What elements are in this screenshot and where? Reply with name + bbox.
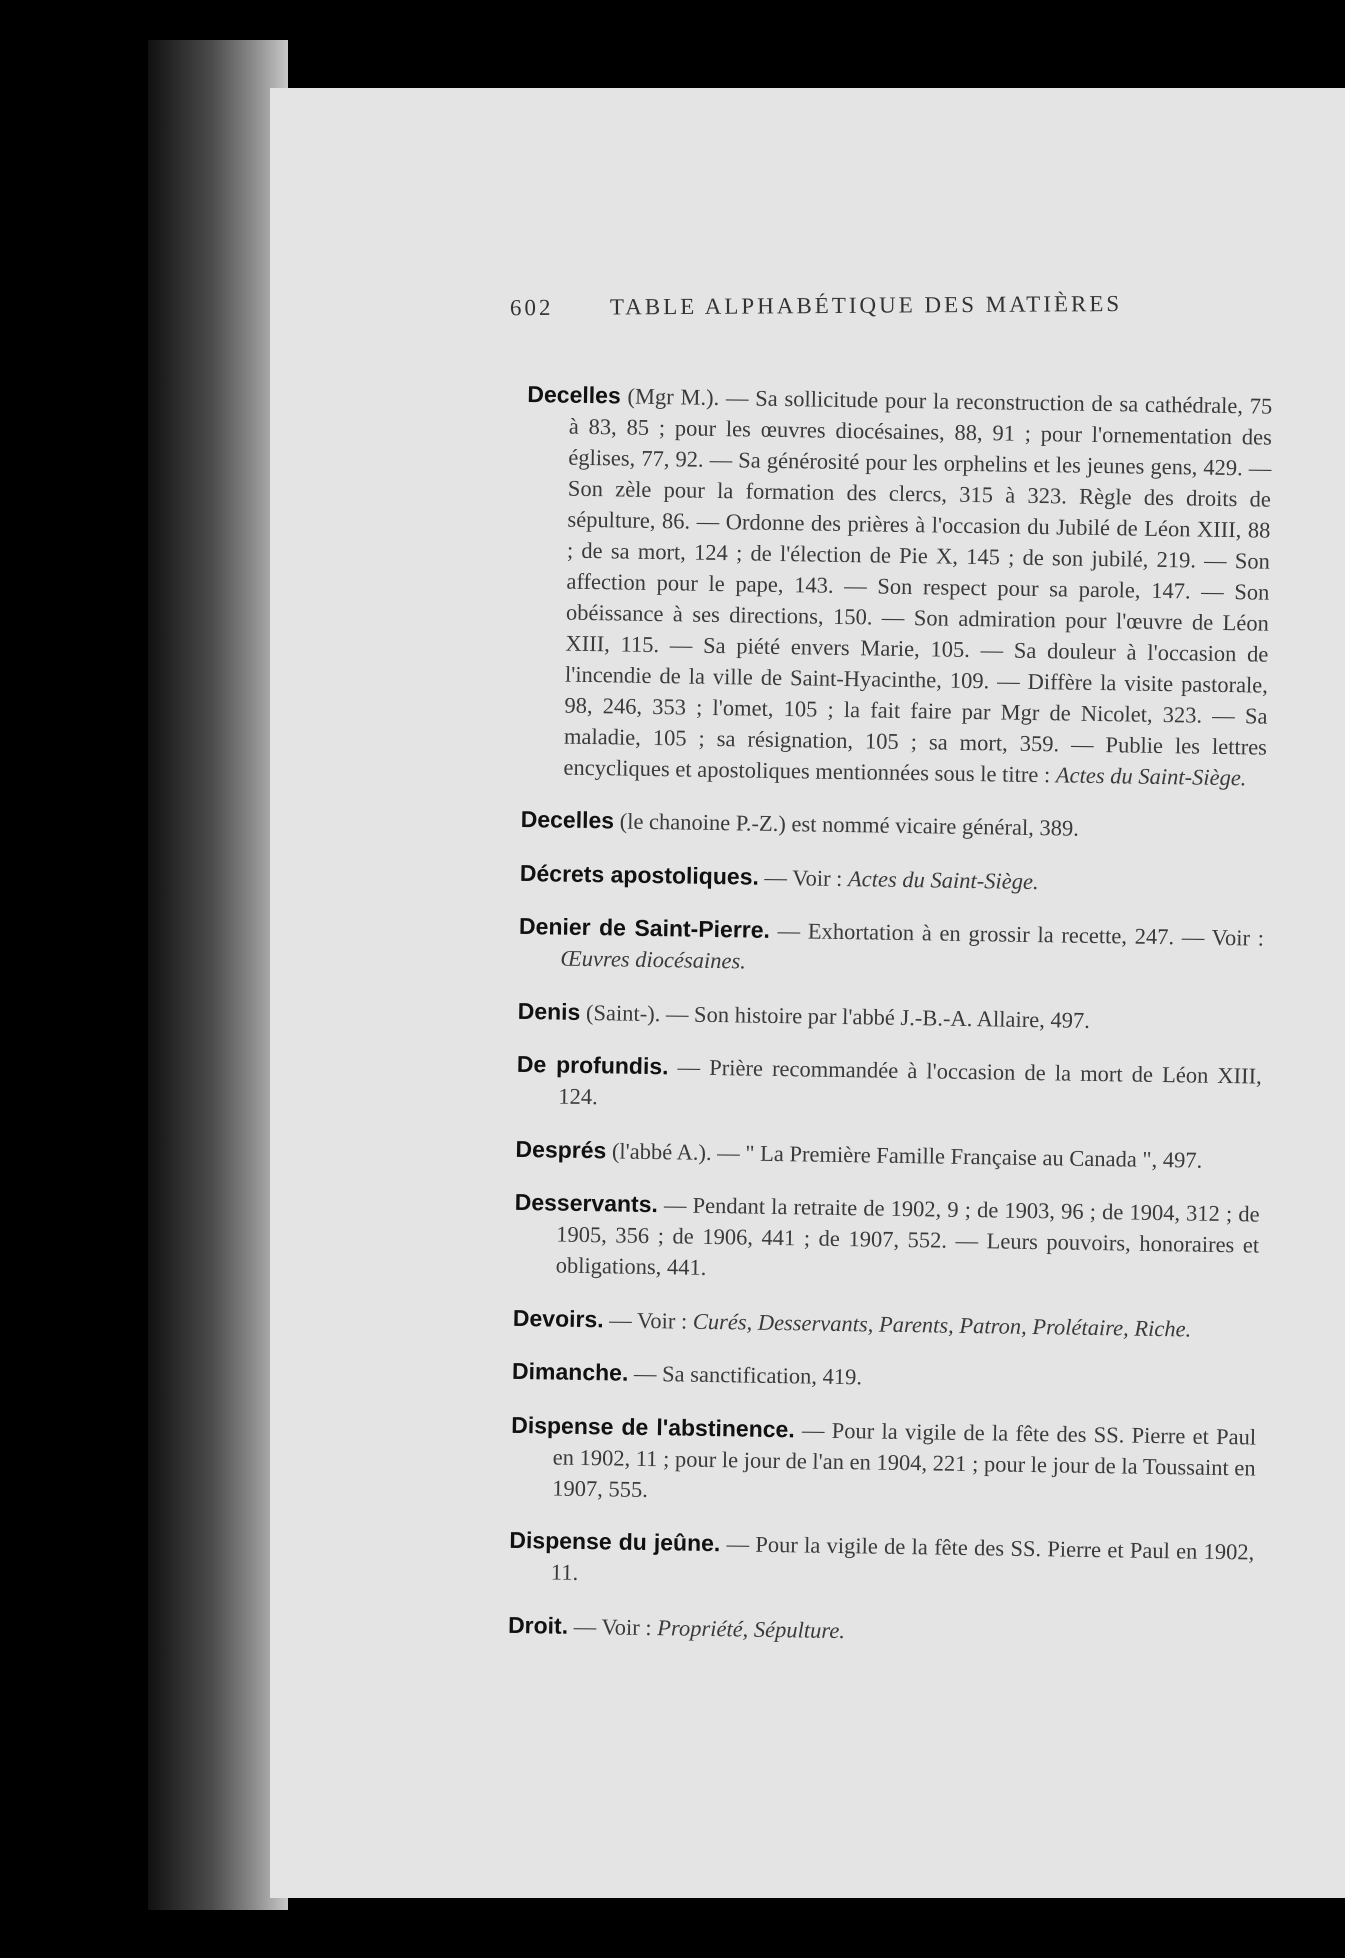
entry-body: — Prière recommandée à l'occasion de la mort de Léon XIII, 124. xyxy=(558,1054,1262,1110)
entry-references: Propriété, Sépulture. xyxy=(657,1614,846,1643)
book-page xyxy=(270,88,1345,1898)
index-entry xyxy=(516,1049,1262,1123)
entry-body: (Saint-). — Son histoire par l'abbé J.-B.-A. Allaire, 497. xyxy=(580,999,1091,1033)
page-header xyxy=(510,291,1150,325)
entry-body: — Pour la vigile de la fête des SS. Pierre et Paul en 1902, 11 ; pour le jour de l'an en 1904, 221 ; pour le jour de la Toussaint en 1907, 555. xyxy=(552,1416,1257,1502)
page-number: 602 xyxy=(509,294,554,321)
entry-references: Actes du Saint-Siège. xyxy=(847,865,1039,894)
entry-body: — Pour la vigile de la fête des SS. Pierre et Paul en 1902, 11. xyxy=(550,1531,1255,1585)
index-entry xyxy=(508,1609,1253,1652)
entry-headword: Droit. xyxy=(507,1611,569,1639)
entry-headword: Desservants. xyxy=(514,1188,659,1218)
entry-headword: Denier de Saint-Pierre. xyxy=(518,912,771,943)
entry-body: — Exhortation à en grossir la recette, 247. — Voir : xyxy=(769,917,1265,951)
entry-headword: Dispense de l'abstinence. xyxy=(511,1411,795,1442)
entry-headword: Décrets apostoliques. xyxy=(519,859,760,890)
entry-body: (Mgr M.). — Sa sollicitude pour la reconstruction de sa cathédrale, 75 à 83, 85 ; pour les œuvres diocésaines, 88, 91 ; pour l'ornementation des églises, 77, 92. — Sa générosité pour les orphelins et les jeunes gens, 429. — Son zèle pour la formation des clercs, 315 à 323. Règle des droits de sépulture, 86. — Ordonne des prières à l'occasion du Jubilé de Léon XIII, 88 ; de sa mort, 124 ; de l'élection de Pie X, 145 ; de son jubilé, 219. — Son affection pour le pape, 143. — Son respect pour sa parole, 147. — Son obéissance à ses directions, 150. — Son admiration pour l'œuvre de Léon XIII, 115. — Sa piété envers Marie, 105. — Sa douleur à l'occasion de l'incendie de la ville de Saint-Hyacinthe, 109. — Diffère la visite pastorale, 98, 246, 353 ; l'omet, 105 ; la fait faire par Mgr de Nicolet, 323. — Sa maladie, 105 ; sa résignation, 105 ; sa mort, 359. — Publie les lettres encycliques et apostoliques mentionnées sous le titre : xyxy=(563,382,1273,787)
entry-body: (le chanoine P.-Z.) est nommé vicaire général, 389. xyxy=(613,808,1080,841)
entry-body: — Pendant la retraite de 1902, 9 ; de 1903, 96 ; de 1904, 312 ; de 1905, 356 ; de 1906, 441 ; de 1907, 552. — Leurs pouvoirs, honoraires et obligations, 441. xyxy=(555,1192,1260,1280)
index-entry xyxy=(509,1525,1255,1599)
entry-headword: Decelles xyxy=(520,805,615,834)
running-title: TABLE ALPHABÉTIQUE DES MATIÈRES xyxy=(609,290,1123,320)
entry-references: Actes du Saint-Siège. xyxy=(1055,761,1247,790)
entry-headword: De profundis. xyxy=(516,1050,669,1080)
index-entry xyxy=(510,1409,1256,1514)
entry-body: — Voir : xyxy=(567,1613,658,1640)
entry-body: (l'abbé A.). — " La Première Famille Française au Canada ", 497. xyxy=(606,1137,1203,1173)
entry-references: Œuvres diocésaines. xyxy=(560,945,747,974)
entry-references: Curés, Desservants, Parents, Patron, Prolétaire, Riche. xyxy=(692,1308,1192,1342)
entry-body: — Voir : xyxy=(603,1306,694,1334)
index-entry xyxy=(521,378,1272,793)
index-entry xyxy=(515,1133,1260,1176)
index-entry xyxy=(518,911,1264,985)
entry-headword: Dispense du jeûne. xyxy=(509,1526,721,1557)
index-entry xyxy=(513,1187,1259,1292)
index-entry xyxy=(520,804,1265,847)
book-binding-edge xyxy=(148,40,288,1910)
index-entries xyxy=(508,356,1273,1661)
entry-body: — Sa sanctification, 419. xyxy=(628,1360,863,1390)
index-entry xyxy=(517,995,1262,1038)
entry-headword: Dimanche. xyxy=(511,1357,629,1386)
index-entry xyxy=(513,1302,1258,1345)
entry-headword: Denis xyxy=(517,997,581,1025)
entry-body: — Voir : xyxy=(758,864,849,891)
entry-headword: Decelles xyxy=(527,380,621,408)
entry-headword: Després xyxy=(515,1135,607,1163)
index-entry xyxy=(512,1356,1257,1399)
index-entry xyxy=(520,857,1265,900)
entry-headword: Devoirs. xyxy=(512,1304,604,1332)
